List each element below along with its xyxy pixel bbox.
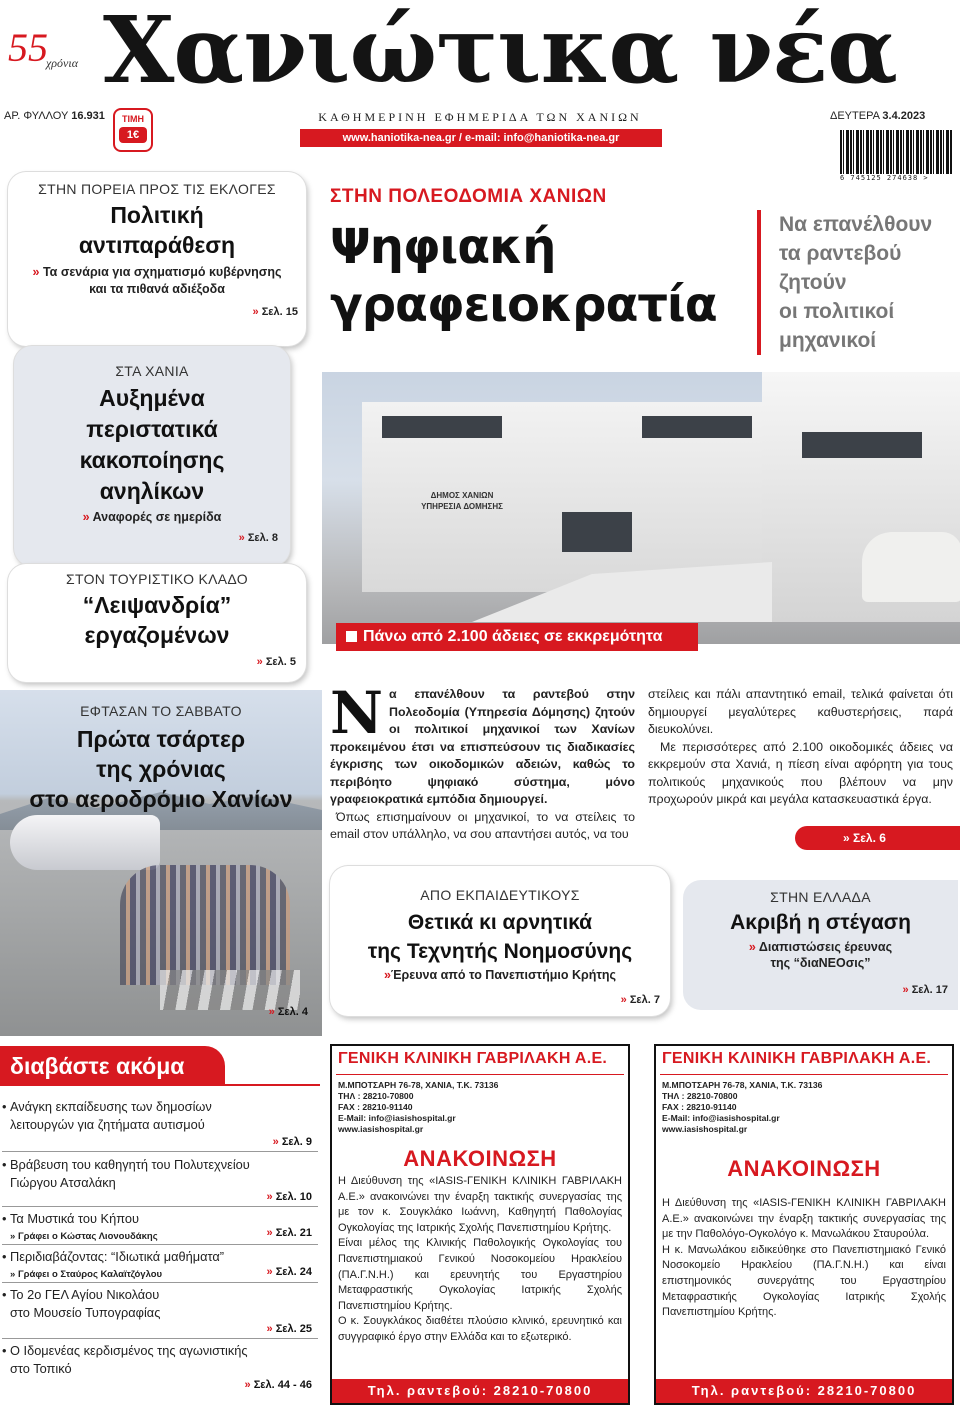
headline-line: ανηλίκων — [99, 478, 205, 504]
arrow-icon: » — [266, 1266, 273, 1278]
page-ref[interactable] — [245, 1379, 313, 1391]
ad-divider — [336, 1074, 624, 1075]
page-ref-main[interactable]: » Σελ. 6 — [795, 826, 960, 850]
story-kicker: ΣΤΗΝ ΠΟΡΕΙΑ ΠΡΟΣ ΤΙΣ ΕΚΛΟΓΕΣ — [38, 181, 276, 197]
ad-phone[interactable]: Τηλ. ραντεβού: 28210-70800 — [656, 1379, 952, 1403]
square-bullet-icon — [346, 631, 357, 642]
page-ref[interactable] — [257, 656, 296, 668]
arrow-icon: » — [244, 1379, 251, 1391]
page-ref[interactable] — [267, 1191, 312, 1203]
story-subline — [14, 510, 290, 524]
photo-caption — [336, 623, 698, 651]
story-housing[interactable] — [683, 880, 958, 1010]
headline-line: γραφειοκρατία — [330, 277, 717, 333]
read-more-section — [0, 1046, 320, 1407]
page-ref[interactable] — [253, 306, 298, 318]
headline-line: περιστατικά — [86, 416, 218, 442]
issue-value: 16.931 — [71, 110, 105, 122]
headline-line: της Τεχνητής Νοημοσύνης — [367, 940, 633, 963]
address-line: www.iasishospital.gr — [338, 1124, 424, 1134]
ad-paragraph: Η Διεύθυνση της «IASIS-ΓΕΝΙΚΗ ΚΛΙΝΙΚΗ ΓΑΒΡΙΛΑΚΗ Α.Ε.» ανακοινώνει την έναρξη τακτικής συνεργασίας της με τον κ. Σουγκλάκο Ιωάννη, Καθηγητή Παθολογίας Ογκολογίας της Ιατρικής Σχολής Πανεπιστημίου Κρήτης. — [338, 1175, 622, 1234]
address-line: ΤΗΛ : 28210-70800 — [338, 1091, 414, 1101]
arrow-icon: » — [266, 1191, 273, 1203]
article-paragraph: Με περισσότερες από 2.100 οικοδομικές άδειες να εκκρεμούν στα Χανιά, η πίεση είναι αφόρητη για τους πολιτικούς μηχανικούς που βλέπουν να μην προχωρούν μικρά και μεγάλα κατασκευαστικά έργα. — [648, 739, 953, 806]
item-text: Περιδιαβάζοντας: “Ιδιωτικά μαθήματα” — [10, 1249, 225, 1264]
headline-line: κακοποίησης — [79, 447, 225, 473]
article-lead: α επανέλθουν τα ραντεβού στην Πολεοδομία (Υπηρεσία Δόμησης) ζητούν οι πολιτικοί μηχανικοί των Χανίων προκειμένου έτσι να επισπεύσουν τις διαδικασίες έγκρισης των οικοδομικών αδειών, καθώς το περιβόητο ψηφιακό σύστημα, μόνο γραφειοκρατικά εμπόδια δημιουργεί. — [330, 687, 635, 806]
read-more-item[interactable]: • Βράβευση του καθηγητή του Πολυτεχνείου Γιώργου Ατσαλάκη — [2, 1156, 318, 1192]
ad-heading: ΑΝΑΚΟΙΝΩΣΗ — [727, 1156, 881, 1181]
page-ref-text: Σελ. 21 — [275, 1227, 312, 1239]
address-line: Μ.ΜΠΟΤΣΑΡΗ 76-78, ΧΑΝΙΑ, Τ.Κ. 73136 — [338, 1080, 499, 1090]
quote-line: ζητούν — [779, 271, 847, 294]
ad-paragraph: Η κ. Μανωλάκου ειδικεύθηκε στο Πανεπιστημιακό Γενικό Νοσοκομείο Ηρακλείου (ΠΑ.Γ.Ν.Η.) και είναι επιστημονικός συνεργάτης του Εργαστηρίου Μεταφραστικής Ογκολογίας Ιατρικής Σχολής Πανεπιστημίου Κρήτης. — [662, 1243, 946, 1319]
subline-text: Αναφορές σε ημερίδα — [92, 510, 222, 524]
divider — [2, 1282, 318, 1283]
story-headline — [0, 724, 322, 814]
sign-line: ΥΠΗΡΕΣΙΑ ΔΟΜΗΣΗΣ — [421, 502, 503, 511]
photo-window — [382, 416, 502, 438]
read-more-item[interactable]: • Το 2ο ΓΕΛ Αγίου Νικολάου στο Μουσείο Τυπογραφίας — [2, 1286, 318, 1322]
page-ref[interactable] — [267, 1266, 312, 1278]
ad-body — [338, 1174, 622, 1346]
page-ref-text: Σελ. 44 - 46 — [253, 1379, 312, 1391]
building-photo[interactable] — [322, 372, 960, 644]
page-ref-text: Σελ. 8 — [247, 532, 278, 544]
story-subline — [330, 968, 670, 982]
quote-line: οι πολιτικοί — [779, 300, 895, 323]
story-headline: Ακριβή η στέγαση — [730, 911, 911, 934]
item-text: στο Τοπικό — [10, 1361, 72, 1376]
page-ref-text: Σελ. 4 — [277, 1006, 308, 1018]
ad-divider — [660, 1074, 948, 1075]
headline-line: Θετικά κι αρνητικά — [407, 911, 593, 934]
photo-car — [862, 532, 960, 602]
address-line: FAX : 28210-91140 — [338, 1102, 413, 1112]
article-paragraph: στείλεις και πάλι απαντητικό email, τελικά φαίνεται ότι δημιουργεί μεγαλύτερες καθυστερήσεις, παρά διευκολύνει. — [648, 687, 953, 736]
address-line: E-Mail: info@iasishospital.gr — [662, 1113, 780, 1123]
page-ref[interactable] — [267, 1227, 312, 1239]
contact-link[interactable]: www.haniotika-nea.gr / e-mail: info@haniotika-nea.gr — [300, 129, 662, 147]
page-ref[interactable] — [269, 1006, 308, 1018]
address-line: E-Mail: info@iasishospital.gr — [338, 1113, 456, 1123]
read-more-item[interactable]: • Ο Ιδομενέας κερδισμένος της αγωνιστικής στο Τοπικό — [2, 1342, 318, 1378]
page-ref-text: Σελ. 6 — [853, 831, 886, 845]
headline-line: αντιπαράθεση — [78, 232, 236, 258]
address-line: www.iasishospital.gr — [662, 1124, 748, 1134]
item-text: Το 2ο ΓΕΛ Αγίου Νικολάου — [10, 1287, 160, 1302]
address-line: Μ.ΜΠΟΤΣΑΡΗ 76-78, ΧΑΝΙΑ, Τ.Κ. 73136 — [662, 1080, 823, 1090]
story-tourism-staff[interactable] — [8, 564, 306, 682]
headline-line: της χρόνιας — [96, 756, 226, 782]
photo-airplane — [10, 815, 160, 870]
story-subline — [683, 939, 958, 971]
page-ref-text: Σελ. 15 — [261, 306, 298, 318]
sign-line: ΔΗΜΟΣ ΧΑΝΙΩΝ — [430, 491, 494, 500]
price-label: ΤΙΜΗ — [122, 114, 144, 124]
arrow-icon: » — [620, 994, 627, 1006]
headline-line: στο αεροδρόμιο Χανίων — [29, 786, 293, 812]
byline-text: Γράφει ο Σταύρος Καλαϊτζόγλου — [17, 1269, 163, 1280]
item-text: Βράβευση του καθηγητή του Πολυτεχνείου — [10, 1157, 250, 1172]
story-kicker: ΕΦΤΑΣΑΝ ΤΟ ΣΑΒΒΑΤΟ — [80, 703, 242, 719]
newspaper-subtitle: ΚΑΘΗΜΕΡΙΝΗ ΕΦΗΜΕΡΙΔΑ ΤΩΝ ΧΑΝΙΩΝ — [318, 110, 642, 124]
divider — [2, 1338, 318, 1339]
barcode-digits: 6 745125 274638 > — [840, 174, 929, 182]
price-value: 1€ — [119, 127, 147, 143]
issue-date — [830, 110, 925, 122]
headline-line: Πρώτα τσάρτερ — [76, 726, 246, 752]
arrow-icon: » — [238, 532, 245, 544]
barcode — [840, 130, 952, 188]
story-headline — [330, 908, 670, 966]
read-more-item[interactable]: • Τα Μυστικά του Κήπου » Γράφει ο Κώστας Λιονουδάκης — [2, 1210, 318, 1246]
photo-passengers — [120, 865, 290, 985]
ad-phone[interactable]: Τηλ. ραντεβού: 28210-70800 — [332, 1379, 628, 1403]
divider — [2, 1151, 318, 1152]
story-ai[interactable] — [330, 866, 670, 1016]
arrow-icon: » — [268, 1006, 275, 1018]
story-elections[interactable] — [8, 172, 306, 346]
headline-line: εργαζομένων — [84, 622, 230, 648]
article-paragraph: Όπως επισημαίνουν οι μηχανικοί, το να στείλεις το email στον υπάλληλο, να σου απαντήσει αυτός, να του — [330, 809, 635, 841]
story-headline — [14, 383, 290, 507]
arrow-icon: » — [383, 968, 391, 982]
item-text: Γιώργου Ατσαλάκη — [10, 1175, 116, 1190]
read-more-item[interactable]: • Περιδιαβάζοντας: “Ιδιωτικά μαθήματα” » Γράφει ο Σταύρος Καλαϊτζόγλου — [2, 1248, 318, 1284]
ad-address — [338, 1080, 498, 1135]
ad-paragraph: Είναι μέλος της Κλινικής Παθολογικής Ογκολογίας του Πανεπιστημιακού Γενικού Νοσοκομείου Ηρακλείου (ΠΑ.Γ.Ν.Η.) και ερευνητής του Εργαστηρίου Μεταφραστικής Ογκολογίας Ιατρικής Σχολής Πανεπιστημίου Κρήτης. — [338, 1237, 622, 1312]
read-more-title: διαβάστε ακόμα — [0, 1046, 225, 1086]
photo-building-sign — [392, 490, 532, 512]
address-line: ΤΗΛ : 28210-70800 — [662, 1091, 738, 1101]
newspaper-title[interactable]: Χανιώτικα νέα — [103, 0, 897, 104]
page-ref-text: Σελ. 25 — [275, 1323, 312, 1335]
subline-text: Τα σενάρια για σχηματισμό κυβέρνησης — [42, 265, 282, 279]
ad-title: ΓΕΝΙΚΗ ΚΛΙΝΙΚΗ ΓΑΒΡΙΛΑΚΗ Α.Ε. — [338, 1050, 608, 1067]
quote-line: Να επανέλθουν — [779, 213, 933, 236]
arrow-icon: » — [32, 265, 40, 279]
story-charter-flights[interactable] — [0, 700, 322, 814]
page-ref[interactable] — [273, 1136, 312, 1148]
page-ref-text: Σελ. 7 — [629, 994, 660, 1006]
item-byline: » Γράφει ο Σταύρος Καλαϊτζόγλου — [10, 1269, 163, 1280]
read-more-item[interactable]: • Ανάγκη εκπαίδευσης των δημοσίων λειτουργών για ζητήματα αυτισμού — [2, 1098, 318, 1134]
subline-text: Έρευνα από το Πανεπιστήμιο Κρήτης — [390, 968, 617, 982]
headline-line: Πολιτική — [110, 202, 204, 228]
story-kicker: ΑΠΟ ΕΚΠΑΙΔΕΥΤΙΚΟΥΣ — [420, 887, 580, 903]
anniversary-text: χρόνια — [46, 56, 78, 70]
address-line: FAX : 28210-91140 — [662, 1102, 737, 1112]
page-ref[interactable] — [267, 1323, 312, 1335]
date-value: 3.4.2023 — [882, 110, 926, 122]
item-byline: » Γράφει ο Κώστας Λιονουδάκης — [10, 1231, 158, 1242]
story-headline — [8, 590, 306, 650]
clinic-ad-1[interactable] — [330, 1044, 630, 1405]
clinic-ad-2[interactable] — [654, 1044, 954, 1405]
story-kicker: ΣΤΗΝ ΕΛΛΑΔΑ — [770, 889, 871, 905]
page-ref[interactable] — [621, 994, 660, 1006]
photo-window — [802, 432, 922, 458]
story-subline — [8, 264, 306, 298]
headline-line: Αυξημένα — [99, 385, 205, 411]
story-headline — [8, 200, 306, 260]
ad-heading: ΑΝΑΚΟΙΝΩΣΗ — [403, 1146, 557, 1171]
price-badge — [113, 108, 153, 152]
barcode-bars — [840, 130, 952, 174]
issue-number — [4, 110, 105, 122]
subline-text: και τα πιθανά αδιέξοδα — [89, 282, 225, 296]
photo-crosswalk — [160, 970, 300, 1010]
arrow-icon: » — [266, 1227, 273, 1239]
drop-cap: Ν — [330, 679, 384, 747]
issue-label: ΑΡ. ΦΥΛΛΟΥ — [4, 110, 69, 122]
date-label: ΔΕΥΤΕΡΑ — [830, 110, 880, 122]
ad-paragraph: Ο κ. Σουγκλάκος διαθέτει πλούσιο κλινικό, ερευνητικό και συγγραφικό έργο στην Ελλάδα και το εξωτερικό. — [338, 1315, 622, 1343]
article-column-1 — [330, 679, 635, 844]
ad-title: ΓΕΝΙΚΗ ΚΛΙΝΙΚΗ ΓΑΒΡΙΛΑΚΗ Α.Ε. — [662, 1050, 932, 1067]
headline-line: Ψηφιακή — [330, 219, 556, 275]
byline-text: Γράφει ο Κώστας Λιονουδάκης — [17, 1231, 158, 1242]
arrow-icon: » — [902, 984, 909, 996]
main-story-kicker: ΣΤΗΝ ΠΟΛΕΟΔΟΜΙΑ ΧΑΝΙΩΝ — [330, 186, 607, 207]
item-text: Ανάγκη εκπαίδευσης των δημοσίων — [10, 1099, 212, 1114]
page-ref-text: Σελ. 10 — [275, 1191, 312, 1203]
story-kicker: ΣΤΟΝ ΤΟΥΡΙΣΤΙΚΟ ΚΛΑΔΟ — [66, 571, 248, 587]
arrow-icon: » — [748, 940, 756, 954]
arrow-icon: » — [252, 306, 259, 318]
item-text: Τα Μυστικά του Κήπου — [10, 1211, 139, 1226]
caption-text: Πάνω από 2.100 άδειες σε εκκρεμότητα — [363, 628, 663, 645]
page-ref-text: Σελ. 9 — [281, 1136, 312, 1148]
quote-line: μηχανικοί — [779, 329, 877, 352]
item-text: στο Μουσείο Τυπογραφίας — [10, 1305, 161, 1320]
quote-line: τα ραντεβού — [779, 242, 902, 265]
photo-window — [642, 416, 752, 438]
anniversary-logo — [8, 25, 88, 88]
anniversary-number: 55 — [8, 25, 48, 70]
arrow-icon: » — [256, 656, 263, 668]
page-ref-text: Σελ. 5 — [265, 656, 296, 668]
divider — [2, 1244, 318, 1245]
story-kicker: ΣΤΑ ΧΑΝΙΑ — [115, 363, 189, 379]
page-ref-text: Σελ. 17 — [911, 984, 948, 996]
subline-text: της “διαΝΕΟσις” — [770, 956, 871, 970]
ad-paragraph: Η Διεύθυνση της «IASIS-ΓΕΝΙΚΗ ΚΛΙΝΙΚΗ ΓΑΒΡΙΛΑΚΗ Α.Ε.» ανακοινώνει την έναρξη τακτικής συνεργασίας της με την Παθολόγο-Ογκολόγο κ. Μανωλάκου Σταυρούλα. — [662, 1197, 946, 1241]
page-ref-text: Σελ. 24 — [275, 1266, 312, 1278]
article-column-2 — [648, 686, 953, 809]
page-ref[interactable] — [239, 532, 278, 544]
arrow-icon: » — [272, 1136, 279, 1148]
arrow-icon: » — [266, 1323, 273, 1335]
story-child-abuse[interactable] — [14, 346, 290, 566]
item-text: λειτουργών για ζητήματα αυτισμού — [10, 1117, 205, 1132]
ad-body — [662, 1196, 946, 1321]
main-story-headline[interactable] — [330, 218, 750, 334]
read-more-rule — [200, 1084, 320, 1086]
arrow-icon: » — [82, 510, 90, 524]
photo-window — [562, 512, 632, 552]
main-story-pull-quote — [757, 210, 957, 355]
page-ref[interactable] — [903, 984, 948, 996]
headline-line: “Λειψανδρία” — [82, 592, 232, 618]
item-text: Ο Ιδομενέας κερδισμένος της αγωνιστικής — [10, 1343, 248, 1358]
divider — [2, 1206, 318, 1207]
ad-address — [662, 1080, 822, 1135]
subline-text: Διαπιστώσεις έρευνας — [758, 940, 893, 954]
